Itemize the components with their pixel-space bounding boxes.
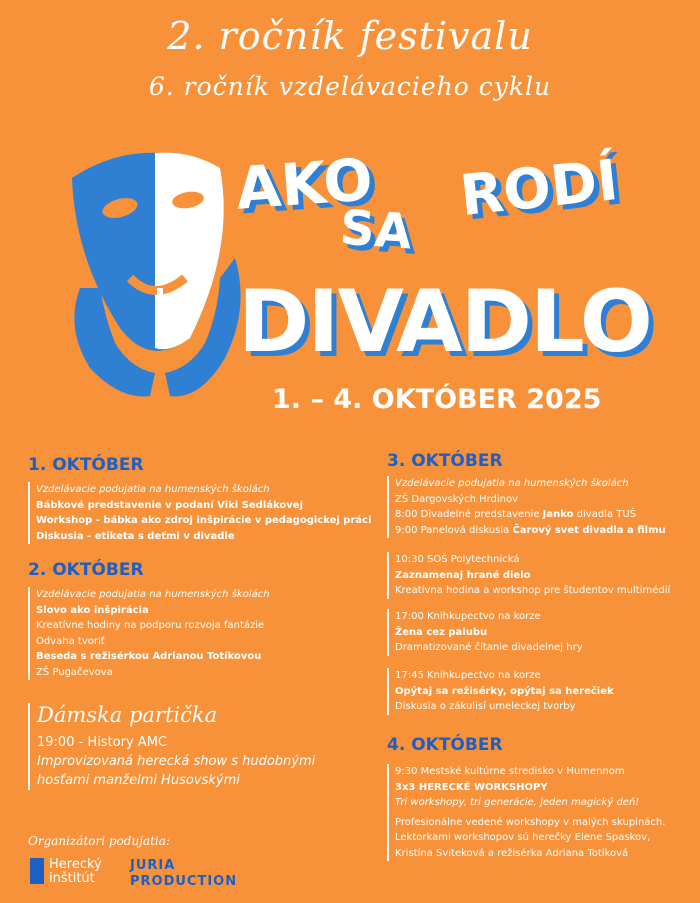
day2-line: Slovo ako inšpirácia <box>36 604 149 616</box>
logo-text: PRODUCTION <box>130 874 238 889</box>
day4-tagline: Tri workshopy, tri generácie, jeden magický deň! <box>395 797 640 808</box>
title-divadlo: DIVADLO <box>238 272 651 372</box>
day1-program <box>28 482 372 544</box>
event-title: Zaznamenaj hrané dielo <box>395 569 531 581</box>
day3-school: ZŠ Dargovských Hrdinov <box>395 493 519 505</box>
logo-text: inštitút <box>49 871 95 886</box>
event-title: Žena cez palubu <box>395 626 488 638</box>
day3-heading: 3. OKTÓBER <box>387 451 503 471</box>
title-ako: AKO <box>233 145 375 223</box>
day4-title: 3x3 HERECKÉ WORKSHOPY <box>395 781 548 793</box>
damska-title: Dámska partička <box>37 703 218 727</box>
juria-production-logo <box>130 858 237 890</box>
day2-line: Kreatívne hodiny na podporu rozvoja fantázie <box>36 620 265 631</box>
day4-heading: 4. OKTÓBER <box>387 735 503 755</box>
day1-item: Bábkové predstavenie v podaní Viki Sedlákovej <box>36 499 303 511</box>
day2-heading: 2. OKTÓBER <box>28 560 144 580</box>
logo-text: JURIA <box>130 858 176 873</box>
event-desc: Kreatívna hodina a workshop pre študentov multimédií <box>395 585 671 596</box>
day2-program <box>28 587 270 680</box>
day1-heading: 1. OKTÓBER <box>28 455 144 475</box>
day2-line: ZŠ Pugačevova <box>36 666 113 678</box>
day1-item: Workshop - bábka ako zdroj inšpirácie v pedagogickej práci <box>36 515 372 526</box>
title-sa: SA <box>338 199 414 261</box>
day3-slot: 9:00 Panelová diskusia Čarový svet divadla a filmu <box>395 524 666 536</box>
organizers-label: Organizátori podujatia: <box>28 834 170 848</box>
theatre-mask-illustration <box>60 138 260 410</box>
day1-item: Diskusia - etiketa s deťmi v divadle <box>36 530 235 542</box>
damska-time: 19:00 - History AMC <box>37 735 167 750</box>
day2-line: Beseda s režisérkou Adrianou Totíkovou <box>36 651 262 662</box>
event-time: 10:30 SOŠ Polytechnická <box>395 554 520 565</box>
festival-dates: 1. – 4. OKTÓBER 2025 <box>272 384 602 415</box>
day3-event <box>387 609 583 656</box>
title-rodi: RODÍ <box>457 147 622 230</box>
day4-desc: Lektorkami workshopov sú herečky Elene Spaskov, <box>395 832 651 843</box>
event-time: 17:45 Knihkupectvo na korze <box>395 670 541 681</box>
logo-text: Herecký <box>49 857 102 872</box>
damska-desc: hosťami manželmi Husovskými <box>37 773 240 788</box>
day2-intro: Vzdelávacie podujatia na humenských školách <box>36 589 270 600</box>
day4-time: 9:30 Mestské kultúrne stredisko v Humennom <box>395 766 625 777</box>
event-desc: Diskusia o zákulisí umeleckej tvorby <box>395 701 576 712</box>
event-desc: Dramatizované čítanie divadelnej hry <box>395 642 583 653</box>
day4-desc: Profesionálne vedené workshopy v malých skupinách. <box>395 816 666 828</box>
damska-particka-event <box>28 703 357 790</box>
day1-intro: Vzdelávacie podujatia na humenských školách <box>36 484 270 495</box>
event-time: 17:00 Knihkupectvo na korze <box>395 611 541 622</box>
event-title: Opýtaj sa režisérky, opýtaj sa herečiek <box>395 685 614 697</box>
cycle-edition-heading: 6. ročník vzdelávacieho cyklu <box>148 72 552 101</box>
herecky-institut-logo-icon <box>30 858 44 884</box>
damska-desc: Improvizovaná herecká show s hudobnými <box>37 754 316 769</box>
day3-event <box>387 552 670 599</box>
day4-program <box>387 764 665 861</box>
day3-slot: 8:00 Divadelné predstavenie Janko divadla TUŠ <box>395 509 637 520</box>
day3-intro: Vzdelávacie podujatia na humenských školách <box>395 478 629 489</box>
festival-edition-heading: 2. ročník festivalu <box>167 14 533 58</box>
day3-event <box>387 668 614 715</box>
day2-line: Odvaha tvoriť <box>36 635 105 647</box>
day4-desc: Kristína Sviteková a režisérka Adriana Totíková <box>395 847 629 859</box>
day3-morning <box>387 476 666 538</box>
herecky-institut-logo <box>30 858 102 886</box>
